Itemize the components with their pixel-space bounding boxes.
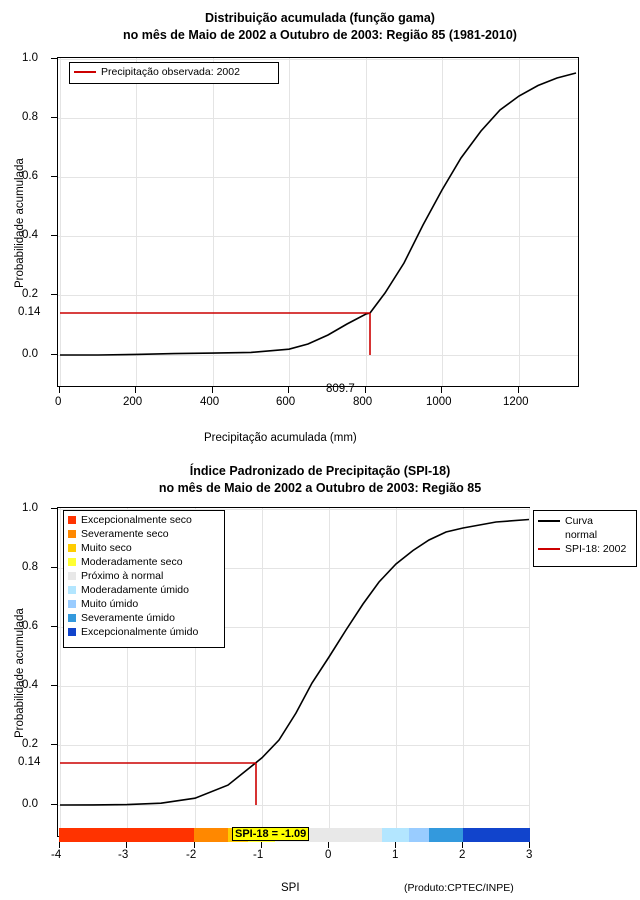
spi-ytick-2: 0.4: [22, 679, 38, 691]
legend-label-6: Muito úmido: [81, 598, 139, 610]
top-xtick-1: 200: [123, 396, 143, 408]
spi-xtick-0: -4: [51, 849, 62, 861]
spi-xtickmark-0: [59, 842, 60, 848]
top-legend-label: Precipitação observada: 2002: [101, 66, 240, 78]
spi-title-line1: Índice Padronizado de Precipitação (SPI-18): [189, 464, 451, 478]
legend-line-red-icon: [538, 548, 560, 550]
top-xtick-5: 1000: [426, 396, 452, 408]
legend-label-7: Severamente úmido: [81, 612, 175, 624]
swatch-icon-6: [68, 600, 76, 608]
top-xtick-4: 800: [353, 396, 373, 408]
top-xtickmark-2: [212, 387, 213, 393]
top-ytickmark-2: [51, 235, 57, 236]
legend-item-excepcionalmente-umido: [64, 625, 224, 639]
legend-item-muito-umido: [64, 597, 224, 611]
top-xaxis-label: Precipitação acumulada (mm): [204, 432, 357, 444]
top-ytick-3: 0.6: [22, 170, 38, 182]
spi-band-moderadamente-umido: [382, 828, 409, 842]
spi-marker-y-label: 0.14: [18, 756, 41, 768]
swatch-icon-3: [68, 558, 76, 566]
top-ytick-4: 0.8: [22, 111, 38, 123]
legend-item-moderadamente-seco: [64, 555, 224, 569]
top-xtick-6: 1200: [503, 396, 529, 408]
spi-xtickmark-2: [194, 842, 195, 848]
spi-value-box: SPI-18 = -1.09: [232, 827, 309, 841]
legend-item-severamente-seco: [64, 527, 224, 541]
spi-ytickmark-3: [51, 626, 57, 627]
top-xtickmark-4: [365, 387, 366, 393]
legend-line-icon: [74, 71, 96, 73]
spi-xaxis-label: SPI: [281, 882, 300, 894]
spi-band-severamente-seco: [194, 828, 228, 842]
top-ytick-0: 0.0: [22, 348, 38, 360]
spi-xtickmark-4: [328, 842, 329, 848]
top-ytick-5: 1.0: [22, 52, 38, 64]
top-marker-y-label: 0.14: [18, 306, 41, 318]
chart-title-line1: Distribuição acumulada (função gama): [205, 11, 435, 25]
spi-yaxis-label: Probabilidade acumulada: [14, 608, 26, 738]
spi-ytickmark-4: [51, 567, 57, 568]
spi-ytick-5: 1.0: [22, 502, 38, 514]
legend-item-muito-seco: [64, 541, 224, 555]
top-xtickmark-1: [135, 387, 136, 393]
spi-xtick-7: 3: [526, 849, 533, 861]
spi-series-legend: [533, 510, 637, 567]
top-xtickmark-6: [518, 387, 519, 393]
spi-xtickmark-3: [261, 842, 262, 848]
legend-label-5: Moderadamente úmido: [81, 584, 189, 596]
spi-ytick-4: 0.8: [22, 561, 38, 573]
top-ytickmark-0: [51, 354, 57, 355]
spi-xtickmark-5: [395, 842, 396, 848]
spi-ytickmark-1: [51, 744, 57, 745]
spi-xtick-2: -2: [186, 849, 197, 861]
spi-ytick-0: 0.0: [22, 798, 38, 810]
top-xtickmark-3: [288, 387, 289, 393]
legend-item-spi18-2002: [534, 542, 636, 556]
legend-item-curva-normal: [534, 514, 636, 528]
top-legend: [69, 62, 279, 84]
spi-title-line2: no mês de Maio de 2002 a Outubro de 2003: Região 85: [158, 481, 482, 495]
spi-xtick-5: 1: [392, 849, 399, 861]
top-plot-area: [57, 57, 579, 387]
top-ytickmark-1: [51, 294, 57, 295]
spi-band-excepcionalmente-umido: [463, 828, 530, 842]
swatch-icon-1: [68, 530, 76, 538]
legend-label-2: Muito seco: [81, 542, 132, 554]
top-marker-x-label: 809.7: [326, 383, 355, 395]
gamma-curve: [58, 58, 580, 388]
top-xtick-0: 0: [55, 396, 62, 408]
top-ytickmark-3: [51, 176, 57, 177]
legend-label-curva: Curva: [565, 515, 594, 527]
swatch-icon-8: [68, 628, 76, 636]
top-ytick-2: 0.4: [22, 229, 38, 241]
spi-xtickmark-7: [529, 842, 530, 848]
legend-label-normal: normal: [565, 529, 598, 541]
spi-chart: [0, 450, 640, 900]
top-xtick-2: 400: [200, 396, 220, 408]
legend-line-black-icon: [538, 520, 560, 522]
legend-label-4: Próximo à normal: [81, 570, 164, 582]
spi-class-legend: [63, 510, 225, 648]
spi-ytick-3: 0.6: [22, 620, 38, 632]
spi-band-severamente-umido: [429, 828, 463, 842]
spi-xtick-6: 2: [459, 849, 466, 861]
swatch-icon-5: [68, 586, 76, 594]
swatch-icon-7: [68, 614, 76, 622]
spi-ytickmark-0: [51, 804, 57, 805]
top-ytick-1: 0.2: [22, 288, 38, 300]
swatch-icon-0: [68, 516, 76, 524]
legend-label-1: Severamente seco: [81, 528, 169, 540]
legend-item-excepcionalmente-seco: [64, 513, 224, 527]
spi-ytick-1: 0.2: [22, 738, 38, 750]
top-xtickmark-5: [441, 387, 442, 393]
legend-item-severamente-umido: [64, 611, 224, 625]
spi-ytickmark-5: [51, 508, 57, 509]
spi-xtick-4: 0: [325, 849, 332, 861]
legend-label-3: Moderadamente seco: [81, 556, 183, 568]
spi-xtickmark-6: [462, 842, 463, 848]
swatch-icon-4: [68, 572, 76, 580]
top-ytickmark-5: [51, 58, 57, 59]
top-yaxis-label: Probabilidade acumulada: [14, 158, 26, 288]
legend-label-spi18: SPI-18: 2002: [565, 543, 627, 555]
swatch-icon-2: [68, 544, 76, 552]
spi-xtickmark-1: [126, 842, 127, 848]
legend-label-0: Excepcionalmente seco: [81, 514, 192, 526]
legend-item-curva-normal-sub: [534, 528, 636, 542]
legend-item-proximo-normal: [64, 569, 224, 583]
footer-credit: (Produto:CPTEC/INPE): [404, 882, 514, 894]
spi-xtick-1: -3: [118, 849, 129, 861]
chart-title-line2: no mês de Maio de 2002 a Outubro de 2003: Região 85 (1981-2010): [123, 28, 517, 42]
legend-label-8: Excepcionalmente úmido: [81, 626, 199, 638]
top-xtickmark-0: [59, 387, 60, 393]
top-xtick-3: 600: [276, 396, 296, 408]
spi-band-muito-umido: [409, 828, 429, 842]
legend-item-moderadamente-umido: [64, 583, 224, 597]
spi-xtick-3: -1: [253, 849, 264, 861]
spi-ytickmark-2: [51, 685, 57, 686]
spi-band-excepcionalmente-seco: [59, 828, 194, 842]
top-ytickmark-4: [51, 117, 57, 118]
